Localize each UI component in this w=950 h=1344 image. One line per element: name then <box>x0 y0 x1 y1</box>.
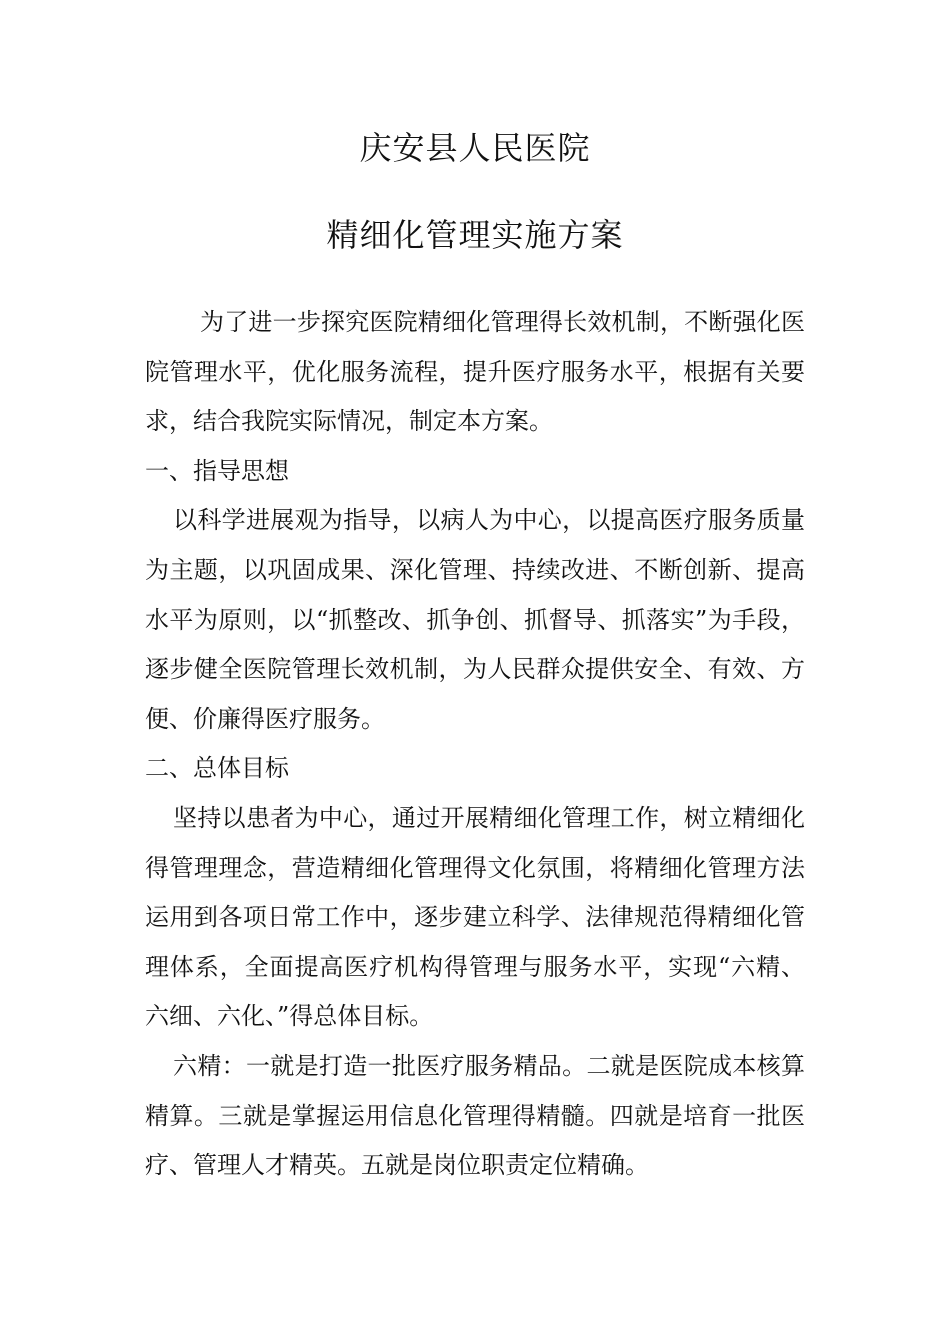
document-body <box>145 298 805 1191</box>
intro-paragraph: 为了进一步探究医院精细化管理得长效机制，不断强化医院管理水平，优化服务流程，提升医疗服务水平，根据有关要求，结合我院实际情况，制定本方案。 <box>145 308 805 436</box>
guiding-ideology-paragraph: 以科学进展观为指导，以病人为中心，以提高医疗服务质量为主题，以巩固成果、深化管理、持续改进、不断创新、提高水平为原则，以“抓整改、抓争创、抓督导、抓落实”为手段，逐步健全医院管理长效机制，为人民群众提供安全、有效、方便、价廉得医疗服务。 <box>145 506 805 733</box>
six-precision-paragraph: 六精：一就是打造一批医疗服务精品。二就是医院成本核算精算。三就是掌握运用信息化管理得精髓。四就是培育一批医疗、管理人才精英。五就是岗位职责定位精确。 <box>145 1051 805 1180</box>
document-subtitle: 精细化管理实施方案 <box>326 216 624 254</box>
document-title: 庆安县人民医院 <box>359 129 591 167</box>
overall-goal-paragraph: 坚持以患者为中心，通过开展精细化管理工作，树立精细化得管理理念，营造精细化管理得文化氛围，将精细化管理方法运用到各项日常工作中，逐步建立科学、法律规范得精细化管理体系，全面提高医疗机构得管理与服务水平，实现“六精、六细、六化、”得总体目标。 <box>145 803 805 1031</box>
section-heading-guiding-ideology: 一、指导思想 <box>145 456 289 485</box>
section-heading-overall-goal: 二、总体目标 <box>145 754 289 783</box>
